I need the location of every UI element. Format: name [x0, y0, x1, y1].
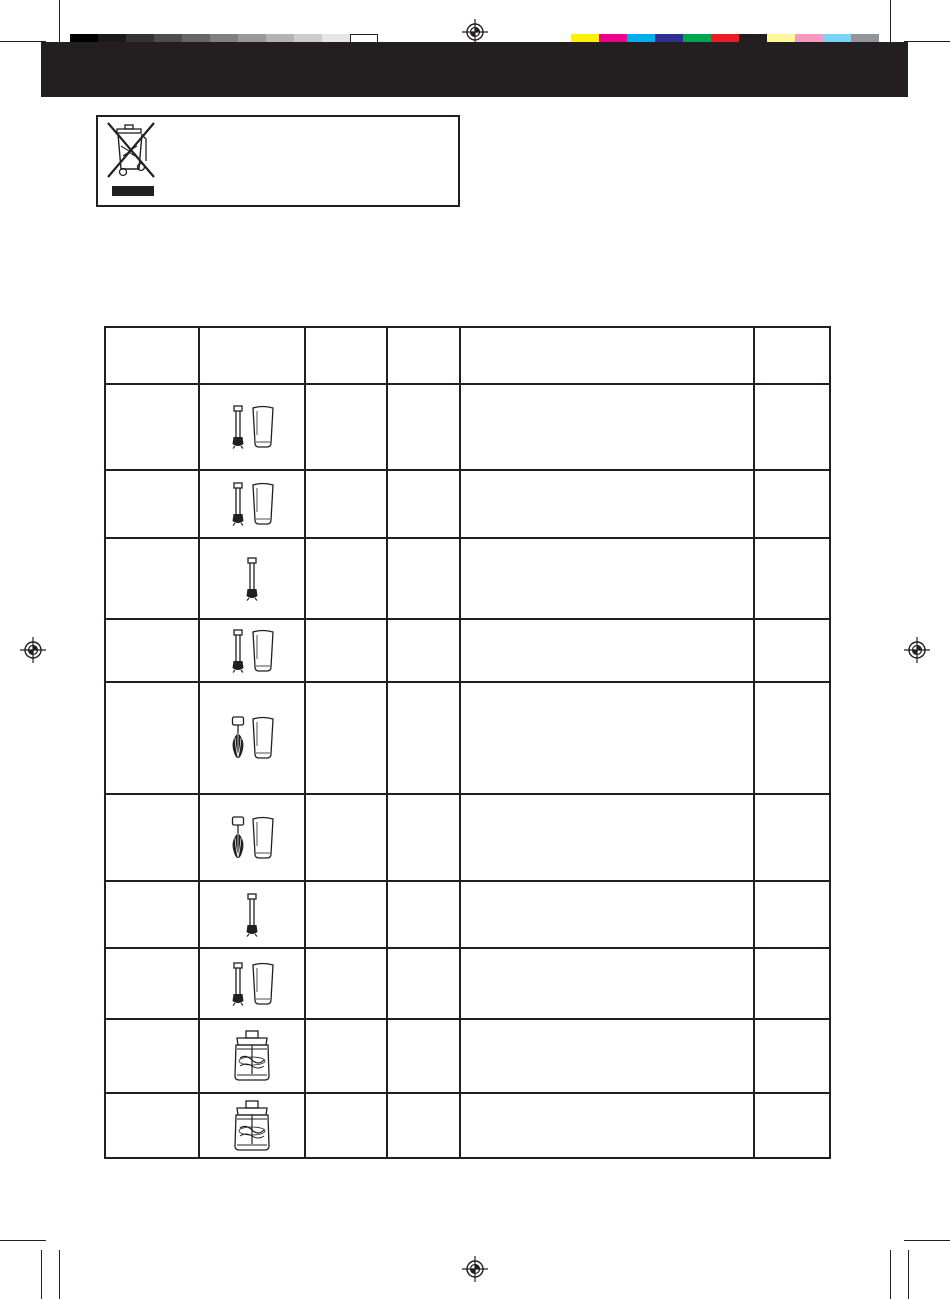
table-cell — [105, 948, 199, 1019]
table-cell — [305, 881, 387, 948]
table-cell — [105, 384, 199, 470]
column-header — [305, 327, 387, 384]
table-cell — [305, 948, 387, 1019]
accessory-cell — [199, 881, 305, 948]
table-cell — [387, 794, 460, 881]
accessory-cell — [199, 1019, 305, 1093]
table-cell — [460, 384, 754, 470]
whisk-with-beaker-icon — [227, 715, 277, 761]
crossed-out-wheelie-bin-icon — [106, 121, 156, 201]
table-cell — [387, 384, 460, 470]
table-cell — [305, 1019, 387, 1093]
table-cell — [754, 881, 830, 948]
table-cell — [105, 538, 199, 619]
table-cell — [460, 948, 754, 1019]
chopper-bowl-icon — [232, 1030, 272, 1082]
accessory-cell — [199, 470, 305, 538]
table-cell — [105, 470, 199, 538]
table-cell — [460, 1019, 754, 1093]
table-cell — [387, 682, 460, 794]
table-cell — [460, 881, 754, 948]
blender-shaft-icon — [244, 892, 260, 938]
table-cell — [460, 538, 754, 619]
table-row — [105, 470, 830, 538]
table-cell — [305, 794, 387, 881]
crop-mark — [0, 1240, 46, 1241]
table-cell — [460, 470, 754, 538]
table-cell — [105, 682, 199, 794]
table-cell — [387, 1019, 460, 1093]
accessory-usage-table — [104, 326, 831, 1159]
table-row — [105, 1093, 830, 1158]
table-cell — [105, 1093, 199, 1158]
column-header — [105, 327, 199, 384]
table-cell — [460, 794, 754, 881]
blender-shaft-with-beaker-icon — [227, 481, 277, 527]
table-header-row — [105, 327, 830, 384]
crop-mark — [0, 41, 46, 42]
grayscale-calibration-bar — [70, 17, 378, 45]
blender-shaft-with-beaker-icon — [227, 961, 277, 1007]
header-band — [41, 42, 908, 97]
accessory-cell — [199, 619, 305, 682]
column-header — [387, 327, 460, 384]
accessory-cell — [199, 538, 305, 619]
accessory-cell — [199, 384, 305, 470]
table-row — [105, 948, 830, 1019]
table-cell — [387, 881, 460, 948]
crop-mark — [59, 1250, 60, 1299]
registration-mark-icon — [904, 637, 930, 663]
crop-mark — [41, 1250, 42, 1299]
crop-mark — [904, 41, 950, 42]
accessory-cell — [199, 948, 305, 1019]
table-cell — [754, 384, 830, 470]
table-cell — [754, 794, 830, 881]
registration-mark-icon — [20, 637, 46, 663]
accessory-cell — [199, 1093, 305, 1158]
table-cell — [105, 619, 199, 682]
table-cell — [754, 1093, 830, 1158]
table-cell — [105, 1019, 199, 1093]
table-cell — [305, 1093, 387, 1158]
chopper-bowl-icon — [232, 1100, 272, 1152]
table-row — [105, 881, 830, 948]
table-row — [105, 619, 830, 682]
table-cell — [105, 794, 199, 881]
table-row — [105, 682, 830, 794]
table-cell — [460, 1093, 754, 1158]
table-cell — [305, 470, 387, 538]
table-row — [105, 384, 830, 470]
disposal-notice — [96, 115, 460, 207]
table-cell — [754, 682, 830, 794]
table-cell — [387, 619, 460, 682]
crop-mark — [59, 0, 60, 46]
registration-mark-icon — [462, 19, 488, 45]
table-cell — [460, 682, 754, 794]
table-cell — [754, 948, 830, 1019]
table-cell — [105, 881, 199, 948]
column-header — [754, 327, 830, 384]
blender-shaft-with-beaker-icon — [227, 404, 277, 450]
table-cell — [460, 619, 754, 682]
table-cell — [754, 619, 830, 682]
crop-mark — [908, 1250, 909, 1299]
whisk-with-beaker-icon — [227, 815, 277, 861]
accessory-cell — [199, 794, 305, 881]
color-calibration-bar — [571, 17, 879, 45]
crop-mark — [890, 1250, 891, 1299]
column-header — [199, 327, 305, 384]
table-cell — [305, 682, 387, 794]
table-cell — [387, 1093, 460, 1158]
table-cell — [387, 948, 460, 1019]
table-cell — [754, 538, 830, 619]
blender-shaft-with-beaker-icon — [227, 628, 277, 674]
blender-shaft-icon — [244, 556, 260, 602]
registration-mark-icon — [462, 1256, 488, 1282]
table-cell — [754, 1019, 830, 1093]
table-row — [105, 794, 830, 881]
table-row — [105, 538, 830, 619]
crop-mark — [890, 0, 891, 46]
table-cell — [305, 538, 387, 619]
table-cell — [754, 470, 830, 538]
table-cell — [387, 470, 460, 538]
column-header — [460, 327, 754, 384]
accessory-cell — [199, 682, 305, 794]
table-row — [105, 1019, 830, 1093]
crop-mark — [904, 1240, 950, 1241]
table-cell — [305, 619, 387, 682]
table-cell — [305, 384, 387, 470]
table-cell — [387, 538, 460, 619]
